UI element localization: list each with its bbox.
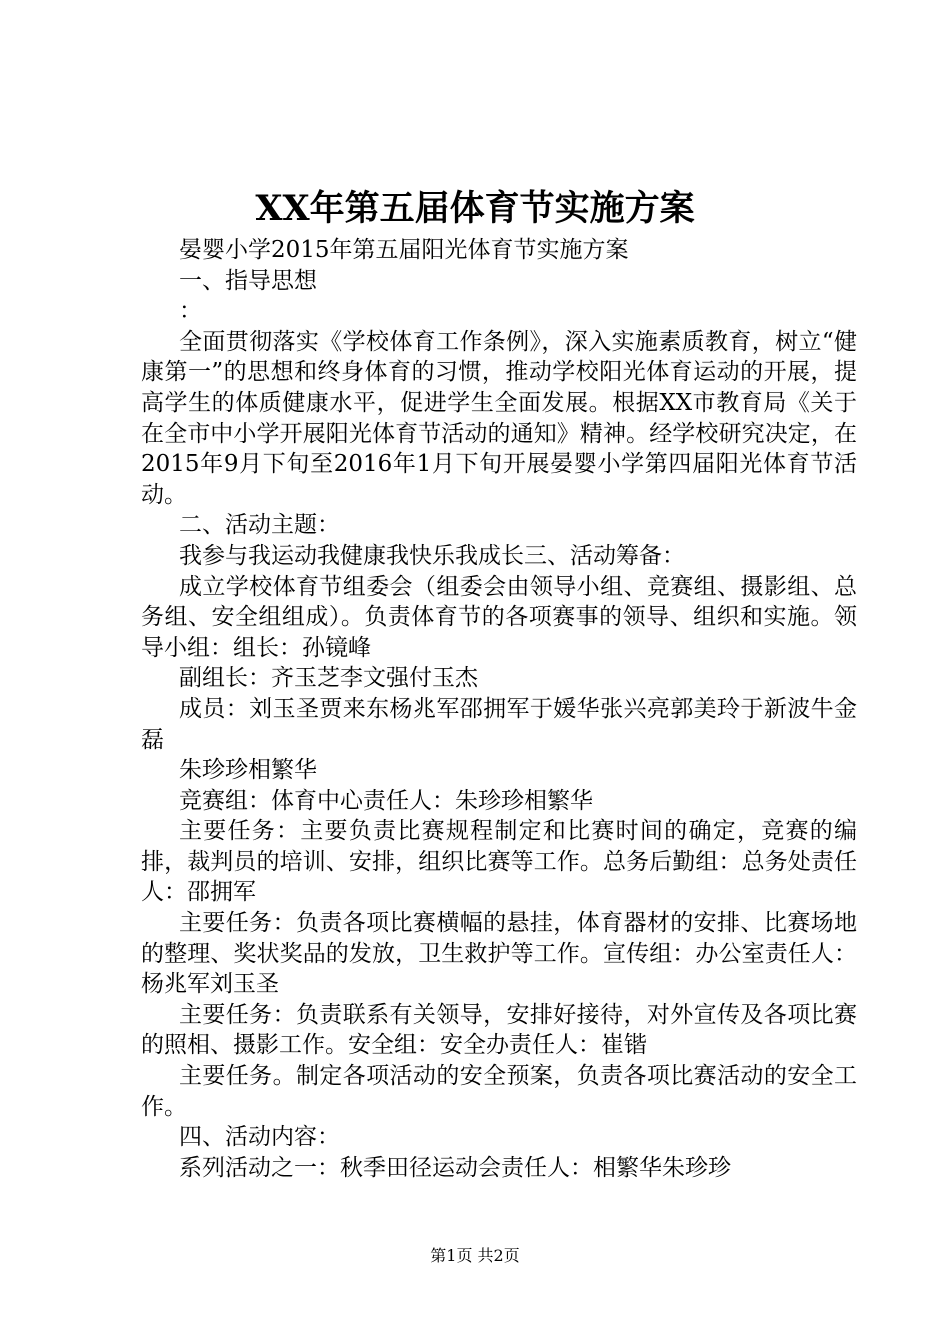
paragraph-school-plan-title: 晏婴小学2015年第五届阳光体育节实施方案 — [179, 237, 629, 263]
paragraph-ideology-body: 全面贯彻落实《学校体育工作条例》，深入实施素质教育，树立“健康第一”的思想和终身体育的习惯，推动学校阳光体育运动的开展，提高学生的体质健康水平，促进学生全面发展。根据XX市教育局《关于在全市中小学开展阳光体育节活动的通知》精神。经学校研究决定，在2015年9月下旬至2016年1月下旬开展晏婴小学第四届阳光体育节活动。 — [141, 328, 857, 508]
paragraph-logistics-tasks: 主要任务：负责各项比赛横幅的悬挂，体育器材的安排、比赛场地的整理、奖状奖品的发放，卫生救护等工作。宣传组：办公室责任人：杨兆军刘玉圣 — [141, 910, 857, 998]
document-title: XX年第五届体育节实施方案 — [255, 188, 695, 229]
page-number-footer: 第1页 共2页 — [430, 1246, 520, 1265]
paragraph-members-continued: 朱珍珍相繁华 — [179, 757, 317, 784]
heading-activity-content: 四、活动内容： — [179, 1124, 340, 1151]
paragraph-theme-preparation: 我参与我运动我健康我快乐我成长三、活动筹备： — [179, 542, 685, 569]
heading-guiding-ideology: 一、指导思想 — [179, 267, 317, 294]
document-body — [141, 235, 857, 1183]
paragraph-safety-tasks: 主要任务。制定各项活动的安全预案，负责各项比赛活动的安全工作。 — [141, 1063, 857, 1120]
paragraph-publicity-tasks: 主要任务：负责联系有关领导，安排好接待，对外宣传及各项比赛的照相、摄影工作。安全组：安全办责任人：崔锴 — [141, 1001, 857, 1059]
paragraph-competition-tasks: 主要任务：主要负责比赛规程制定和比赛时间的确定，竞赛的编排，裁判员的培训、安排，组织比赛等工作。总务后勤组：总务处责任人：邵拥军 — [141, 818, 857, 906]
paragraph-members: 成员：刘玉圣贾来东杨兆军邵拥军于媛华张兴亮郭美玲于新波牛金磊 — [141, 695, 857, 753]
paragraph-vice-leaders: 副组长：齐玉芝李文强付玉杰 — [179, 665, 478, 692]
paragraph-activity-one: 系列活动之一：秋季田径运动会责任人：相繁华朱珍珍 — [179, 1154, 731, 1181]
paragraph-colon: ： — [179, 298, 202, 325]
heading-activity-theme: 二、活动主题： — [179, 512, 340, 539]
paragraph-committee: 成立学校体育节组委会（组委会由领导小组、竞赛组、摄影组、总务组、安全组组成）。负责体育节的各项赛事的领导、组织和实施。领导小组：组长：孙镜峰 — [141, 573, 857, 661]
paragraph-competition-group: 竞赛组：体育中心责任人：朱珍珍相繁华 — [179, 787, 593, 814]
